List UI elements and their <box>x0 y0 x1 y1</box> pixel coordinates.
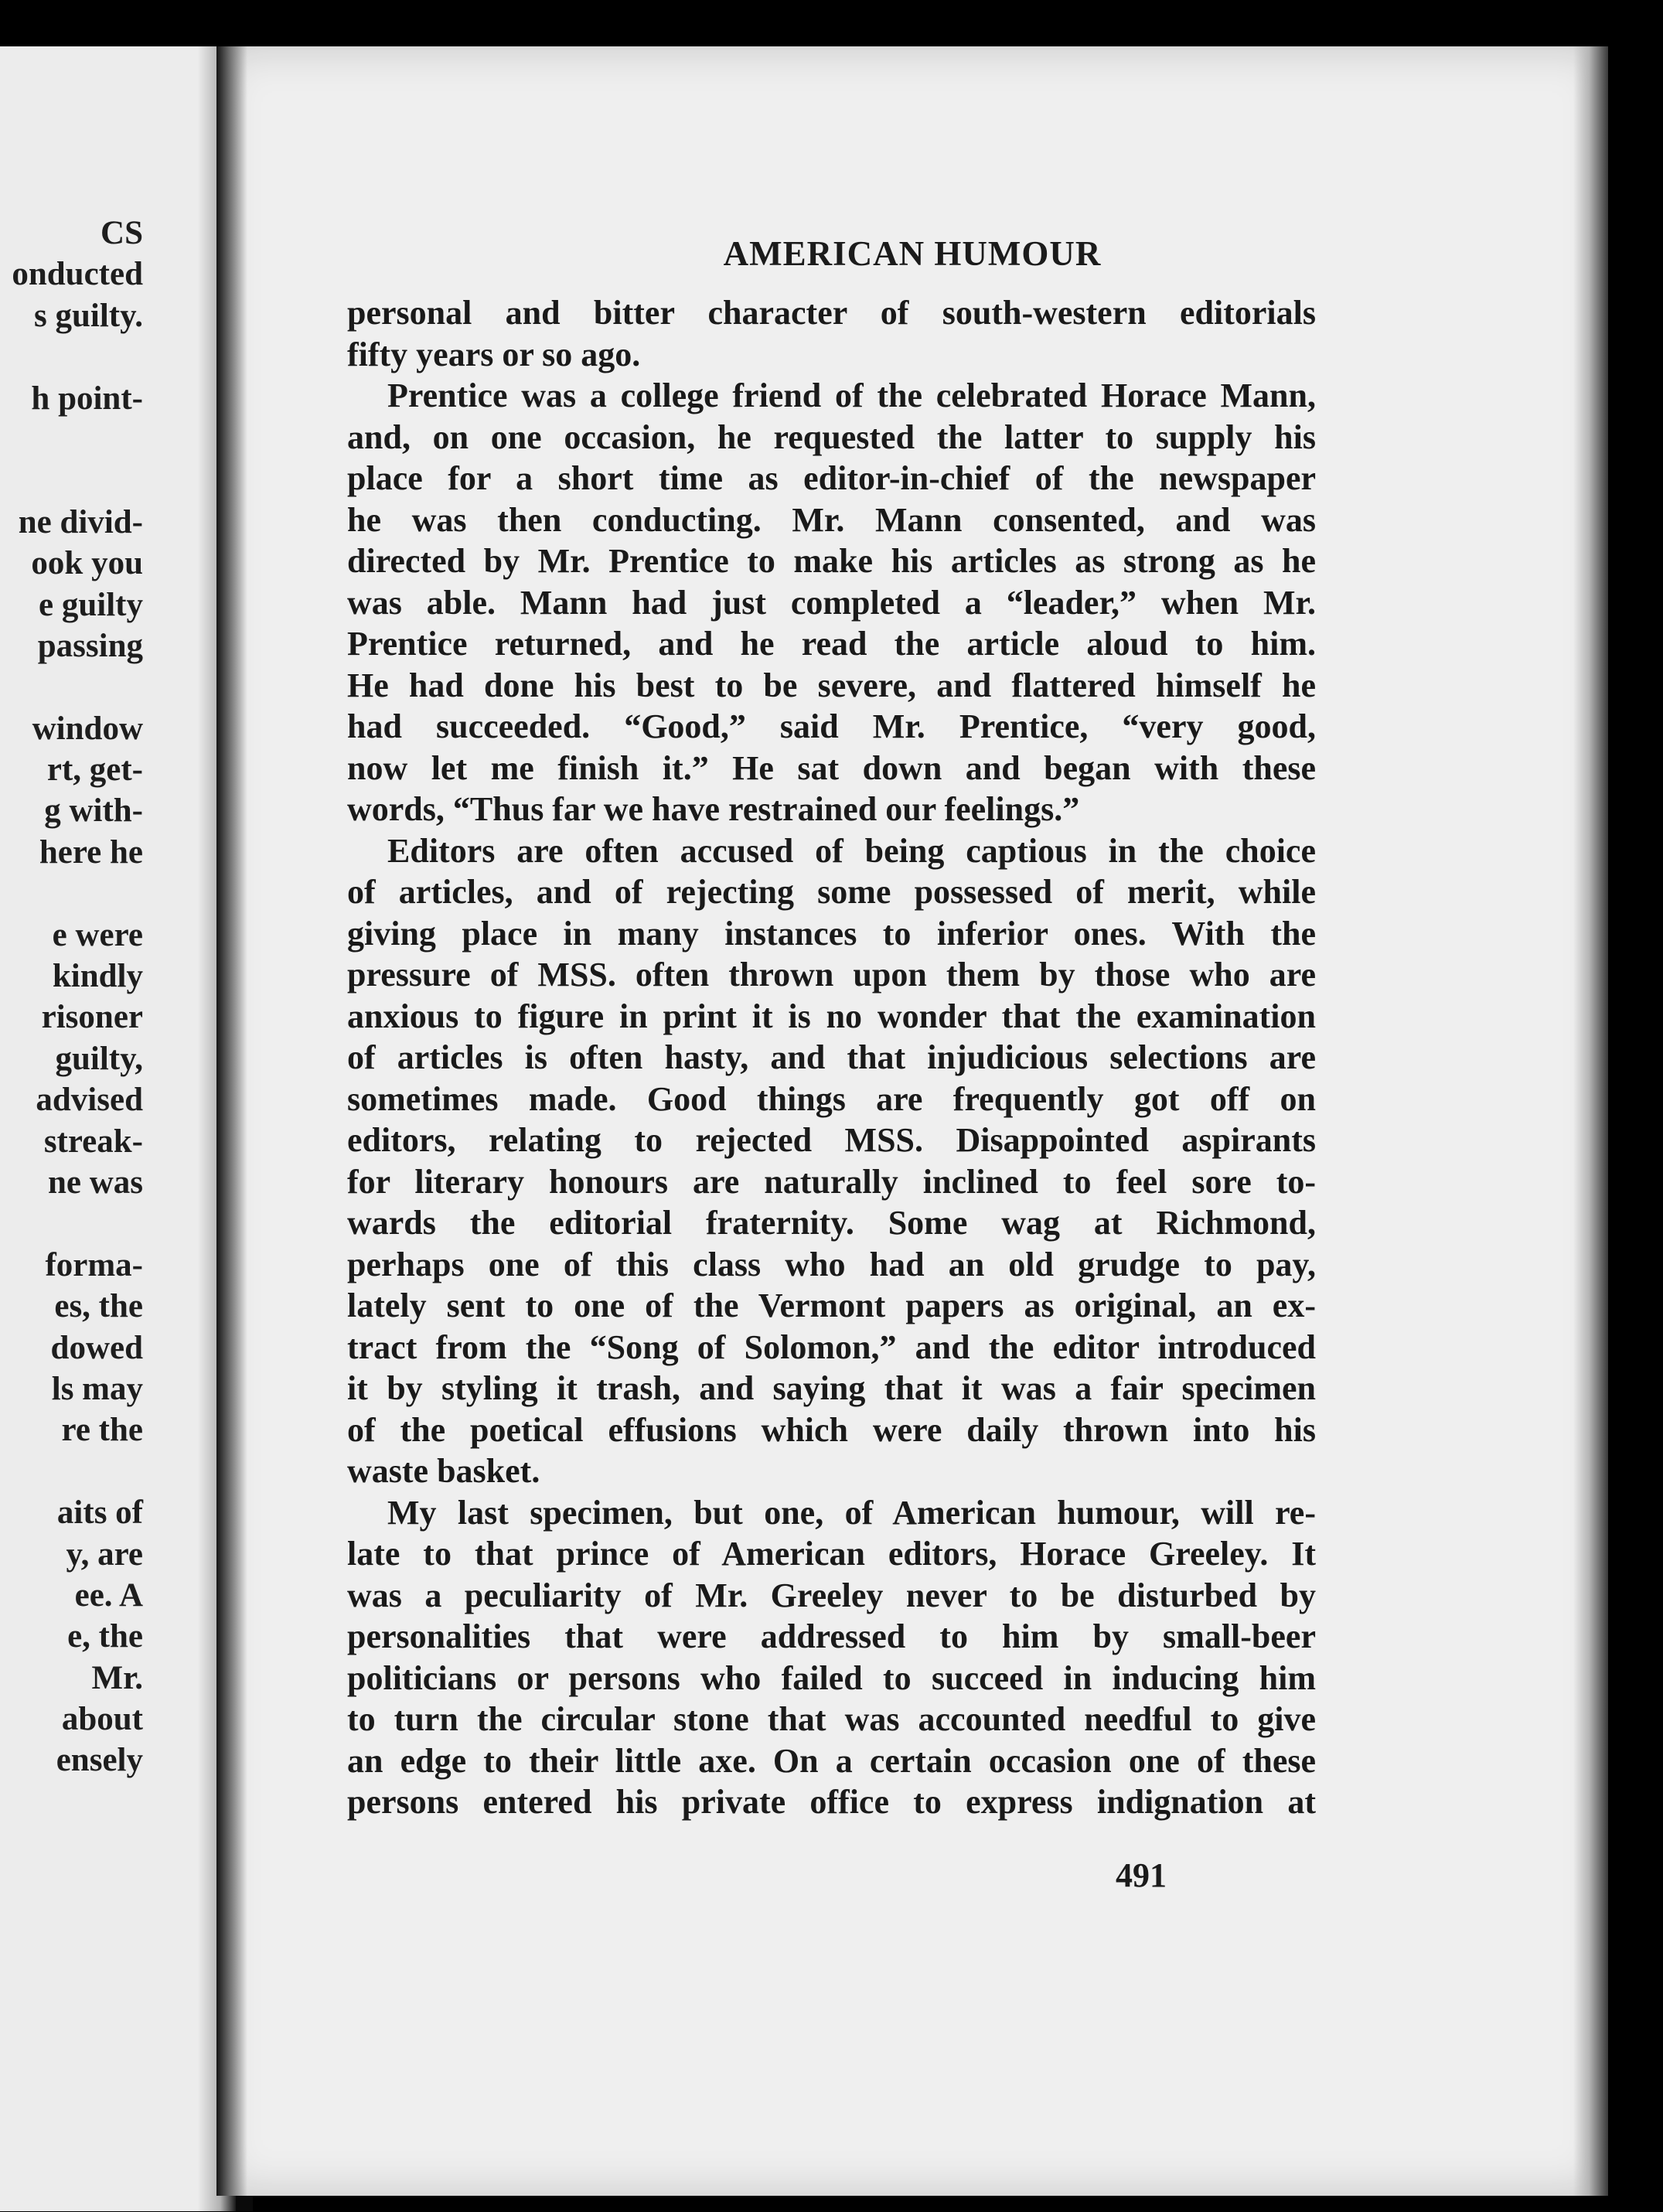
text-line: words, “Thus far we have restrained our feelings.” <box>347 790 1080 828</box>
text-line: tract from the “Song of Solomon,” and the editor introduced <box>347 1328 1316 1366</box>
text-line: lately sent to one of the Vermont papers as original, an ex- <box>347 1287 1316 1324</box>
left-page-line: ne was <box>47 1164 143 1201</box>
text-line: editors, relating to rejected MSS. Disappointed aspirants <box>347 1121 1316 1159</box>
left-page-line: ee. A <box>74 1576 143 1614</box>
left-page-line <box>12 1203 143 1244</box>
left-page-line: about <box>61 1701 143 1738</box>
text-line: an edge to their little axe. On a certain occasion one of these <box>347 1741 1316 1780</box>
text-line: anxious to figure in print it is no wonder that the examination <box>347 997 1316 1035</box>
page-right-edge <box>1573 46 1608 2196</box>
page-spine-shadow <box>216 46 247 2196</box>
left-page-line: dowed <box>50 1329 143 1366</box>
left-page-line: streak- <box>43 1123 143 1160</box>
left-page-line: ls may <box>51 1370 143 1407</box>
left-page-line: e guilty <box>39 586 143 623</box>
text-line: He had done his best to be severe, and flattered himself he <box>347 666 1316 704</box>
text-line: personalities that were addressed to him by small-beer <box>347 1617 1316 1655</box>
text-line: was a peculiarity of Mr. Greeley never to be disturbed by <box>347 1576 1316 1614</box>
left-page-line: Mr. <box>91 1659 143 1696</box>
text-line: late to that prince of American editors, Horace Greeley. It <box>347 1535 1316 1573</box>
left-page-line: guilty, <box>55 1040 143 1077</box>
left-page-line: ook you <box>31 545 143 582</box>
text-line: of the poetical effusions which were daily thrown into his <box>347 1410 1316 1449</box>
text-line: Editors are often accused of being captious in the choice <box>387 831 1316 870</box>
left-page-line: g with- <box>44 792 143 830</box>
body-text <box>347 292 1316 1823</box>
text-line: sometimes made. Good things are frequently got off on <box>347 1079 1316 1118</box>
text-line: My last specimen, but one, of American humour, will re- <box>387 1493 1316 1532</box>
text-line: now let me finish it.” He sat down and began with these <box>347 748 1316 787</box>
right-page <box>216 46 1608 2196</box>
left-page-line: e, the <box>67 1618 143 1655</box>
left-page-line: es, the <box>54 1288 143 1325</box>
left-page-line: ne divid- <box>18 503 143 540</box>
text-line: personal and bitter character of south-western editorials <box>347 294 1316 332</box>
left-page-line <box>12 419 143 460</box>
left-page-line: forma- <box>45 1246 143 1283</box>
text-line: Prentice was a college friend of the celebrated Horace Mann, <box>387 377 1316 414</box>
left-page-line: window <box>32 710 143 747</box>
text-line: fifty years or so ago. <box>347 335 641 373</box>
left-page-line: y, are <box>66 1535 143 1573</box>
left-page-line <box>12 460 143 501</box>
left-page-line: h point- <box>31 380 143 417</box>
text-line: politicians or persons who failed to succeed in inducing him <box>347 1658 1316 1697</box>
text-line: of articles is often hasty, and that injudicious selections are <box>347 1038 1316 1076</box>
left-page-line: here he <box>39 833 143 871</box>
text-line: waste basket. <box>347 1452 540 1490</box>
left-page-line: e were <box>52 916 143 953</box>
text-line: perhaps one of this class who had an old grudge to pay, <box>347 1245 1316 1283</box>
left-page-fragment <box>0 46 236 2211</box>
left-page-line: CS <box>101 215 143 251</box>
running-head: AMERICAN HUMOUR <box>723 234 1102 273</box>
page-number: 491 <box>1116 1856 1167 1894</box>
left-page-line: rt, get- <box>46 752 143 789</box>
left-page-line <box>12 1451 143 1492</box>
left-page-line: kindly <box>52 958 143 995</box>
left-page-line: aits of <box>56 1495 143 1532</box>
text-line: of articles, and of rejecting some possessed of merit, while <box>347 873 1316 911</box>
text-line: was able. Mann had just completed a “leader,” when Mr. <box>347 583 1316 622</box>
text-line: wards the editorial fraternity. Some wag at Richmond, <box>347 1204 1316 1242</box>
text-line: directed by Mr. Prentice to make his articles as strong as he <box>347 542 1316 580</box>
text-line: he was then conducting. Mr. Mann consented, and was <box>347 500 1316 539</box>
left-page-line: advised <box>36 1082 143 1119</box>
text-line: persons entered his private office to express indignation at <box>347 1783 1316 1821</box>
text-line: place for a short time as editor-in-chief of the newspaper <box>347 459 1316 497</box>
text-line: Prentice returned, and he read the article aloud to him. <box>347 625 1316 663</box>
left-page-line: re the <box>61 1412 143 1449</box>
text-line: pressure of MSS. often thrown upon them by those who are <box>347 956 1316 994</box>
left-page-line: onducted <box>12 256 143 293</box>
left-page-text <box>12 213 143 1781</box>
text-line: and, on one occasion, he requested the latter to supply his <box>347 418 1316 456</box>
left-page-line <box>12 873 143 914</box>
left-page-line: ensely <box>56 1742 143 1779</box>
text-line: it by styling it trash, and saying that it was a fair specimen <box>347 1369 1316 1407</box>
left-page-line: passing <box>37 627 143 664</box>
text-line: giving place in many instances to inferior ones. With the <box>347 914 1316 953</box>
text-line: had succeeded. “Good,” said Mr. Prentice, “very good, <box>347 707 1316 745</box>
left-page-line: risoner <box>41 999 143 1036</box>
left-page-line <box>12 666 143 707</box>
left-page-line <box>12 336 143 377</box>
left-page-line: s guilty. <box>34 297 143 334</box>
text-line: to turn the circular stone that was accounted needful to give <box>347 1700 1316 1738</box>
text-line: for literary honours are naturally inclined to feel sore to- <box>347 1162 1316 1201</box>
